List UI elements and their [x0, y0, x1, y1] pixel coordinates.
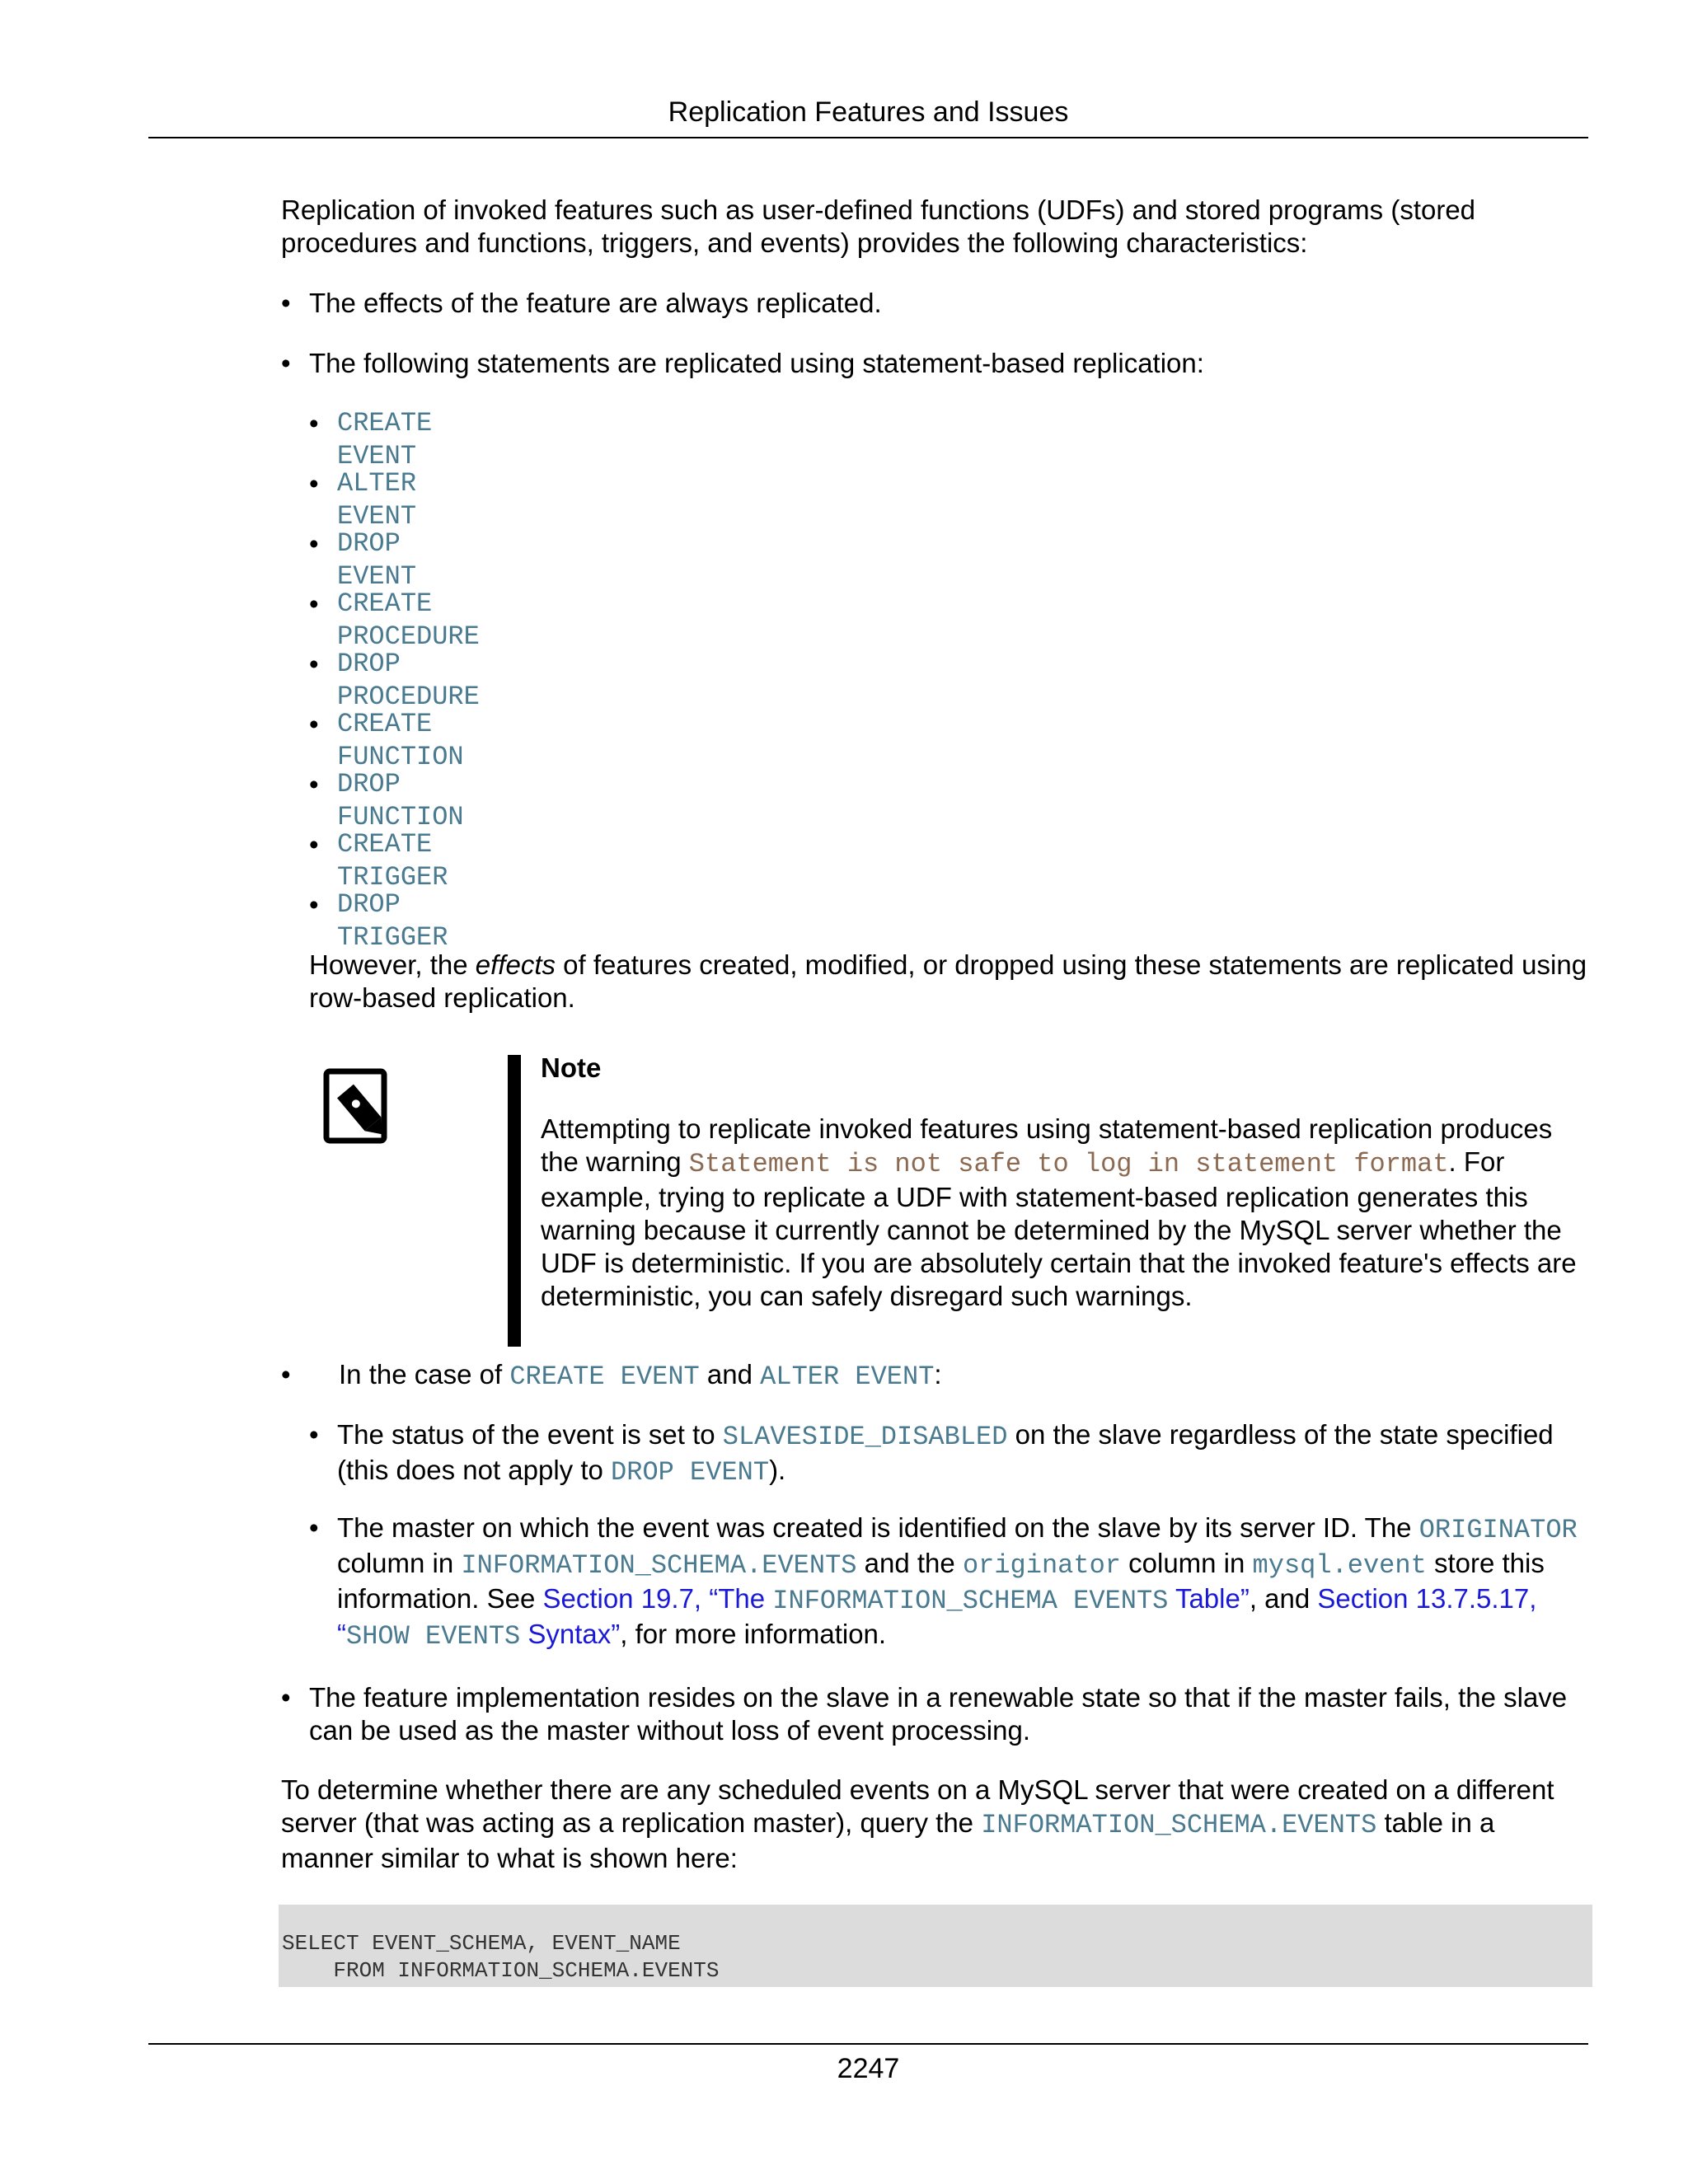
statement-link[interactable]: CREATE FUNCTION	[337, 709, 464, 772]
code-line: SELECT EVENT_SCHEMA, EVENT_NAME	[282, 1931, 681, 1956]
originator-code: ORIGINATOR	[1418, 1515, 1578, 1545]
header-rule	[148, 137, 1588, 138]
footer-rule	[148, 2043, 1588, 2045]
code-line: FROM INFORMATION_SCHEMA.EVENTS	[282, 1958, 720, 1983]
code-example	[279, 1905, 1592, 1987]
page-number: 2247	[837, 2053, 900, 2084]
note-body: Attempting to replicate invoked features using statement-based replication produces the warning Statement is not safe to log in statement format. For example, trying to replicate a UDF with statement-based replication generates this warning because it currently cannot be determined by the MySQL server whether the UDF is deterministic. If you are absolutely certain that the invoked feature's effects are deterministic, you can safely disregard such warnings.	[541, 1113, 1577, 1311]
bullet-dot: •	[281, 1359, 291, 1390]
bullet-text: The feature implementation resides on the slave in a renewable state so that if the master fails, the slave can be used as the master without loss of event processing.	[309, 1682, 1568, 1746]
statement-link[interactable]: DROP PROCEDURE	[337, 649, 480, 712]
statement-link[interactable]: ALTER EVENT	[337, 468, 417, 532]
alter-event-link[interactable]: ALTER EVENT	[760, 1361, 935, 1392]
note-pencil-icon	[323, 1068, 392, 1146]
slaveside-disabled-code: SLAVESIDE_DISABLED	[722, 1422, 1008, 1452]
note-title: Note	[541, 1052, 602, 1083]
statement-link[interactable]: DROP FUNCTION	[337, 769, 464, 832]
bullet-text: The master on which the event was created is identified on the slave by its server ID. The ORIGINATOR column in INFORMATION_SCHEMA.EVENTS and the originator column in mysql.event store this information. See Section 19.7, “The INFORMATION_SCHEMA EVENTS Table”, and Section 13.7.5.17, “SHOW EVENTS Syntax”, for more information.	[337, 1512, 1578, 1652]
originator-column-code: originator	[962, 1550, 1121, 1581]
running-header: Replication Features and Issues	[668, 96, 1069, 128]
bullet-text: In the case of CREATE EVENT and ALTER EVENT:	[339, 1359, 942, 1392]
intro-paragraph: Replication of invoked features such as user-defined functions (UDFs) and stored programs (stored procedures and functions, triggers, and events) provides the following characteristics:	[281, 194, 1476, 258]
bullet-text: The following statements are replicated using statement-based replication:	[309, 348, 1204, 378]
determine-paragraph: To determine whether there are any scheduled events on a MySQL server that were created on a different server (that was acting as a replication master), query the INFORMATION_SCHEMA.EVENTS table in a manner similar to what is shown here:	[281, 1774, 1554, 1873]
bullet-text: The status of the event is set to SLAVESIDE_DISABLED on the slave regardless of the state specified (this does not apply to DROP EVENT).	[337, 1419, 1554, 1488]
emphasis-effects: effects	[475, 949, 556, 980]
statement-link[interactable]: CREATE PROCEDURE	[337, 588, 480, 652]
statement-link[interactable]: DROP TRIGGER	[337, 889, 448, 953]
drop-event-link[interactable]: DROP EVENT	[611, 1457, 770, 1488]
section-13-7-5-17-link[interactable]: Section 13.7.5.17, “SHOW EVENTS Syntax”	[337, 1583, 1537, 1652]
statement-link[interactable]: DROP EVENT	[337, 528, 417, 592]
create-event-link[interactable]: CREATE EVENT	[509, 1361, 700, 1392]
warning-message: Statement is not safe to log in statement format	[688, 1149, 1449, 1179]
bullet-dot: •	[281, 348, 291, 378]
bullet-text: The effects of the feature are always replicated.	[309, 288, 882, 318]
mysql-event-code: mysql.event	[1252, 1550, 1427, 1581]
section-19-7-link[interactable]: Section 19.7, “The INFORMATION_SCHEMA EVENTS Table”	[542, 1583, 1250, 1616]
bullet-dot: •	[281, 288, 291, 318]
note-sidebar	[508, 1055, 521, 1347]
statement-link[interactable]: CREATE TRIGGER	[337, 829, 448, 893]
information-schema-events-link[interactable]: INFORMATION_SCHEMA.EVENTS	[461, 1550, 857, 1581]
information-schema-events-link[interactable]: INFORMATION_SCHEMA.EVENTS	[981, 1810, 1377, 1840]
however-paragraph: However, the effects of features created, modified, or dropped using these statements are replicated using row-based replication.	[309, 949, 1587, 1013]
statement-link[interactable]: CREATE EVENT	[337, 408, 433, 471]
